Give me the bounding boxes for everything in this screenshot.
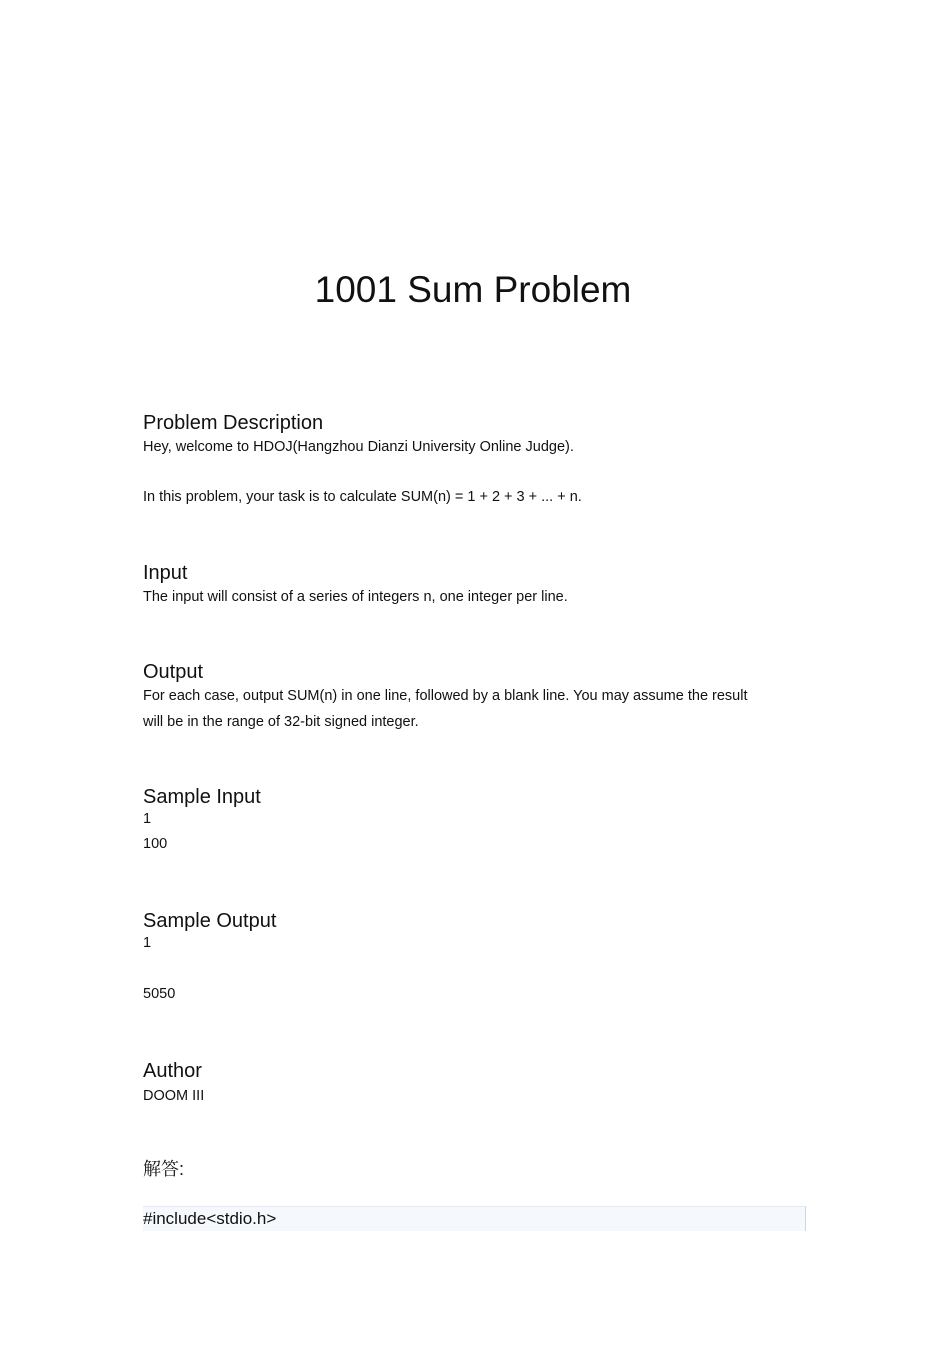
- author-name: DOOM III: [143, 1088, 205, 1104]
- sample-input-heading: Sample Input: [143, 786, 261, 808]
- output-line-2: will be in the range of 32-bit signed integer.: [143, 714, 419, 730]
- sample-output-value: 5050: [143, 986, 176, 1002]
- input-text: The input will consist of a series of integers n, one integer per line.: [143, 589, 568, 605]
- sample-input-value: 1: [143, 811, 152, 827]
- description-line-1: Hey, welcome to HDOJ(Hangzhou Dianzi University Online Judge).: [143, 439, 574, 455]
- solution-heading: 解答:: [143, 1159, 185, 1179]
- author-heading: Author: [143, 1060, 202, 1082]
- code-block: [143, 1206, 806, 1231]
- description-line-2: In this problem, your task is to calculate SUM(n) = 1 + 2 + 3 + ... + n.: [143, 489, 582, 505]
- code-line: #include<stdio.h>: [143, 1209, 277, 1228]
- page-title: 1001 Sum Problem: [314, 269, 632, 310]
- sample-input-value: 100: [143, 836, 168, 852]
- description-heading: Problem Description: [143, 412, 324, 434]
- output-line-1: For each case, output SUM(n) in one line, followed by a blank line. You may assume the result: [143, 688, 748, 704]
- sample-output-heading: Sample Output: [143, 910, 277, 932]
- output-heading: Output: [143, 661, 204, 683]
- input-heading: Input: [143, 562, 188, 584]
- sample-output-value: 1: [143, 935, 152, 951]
